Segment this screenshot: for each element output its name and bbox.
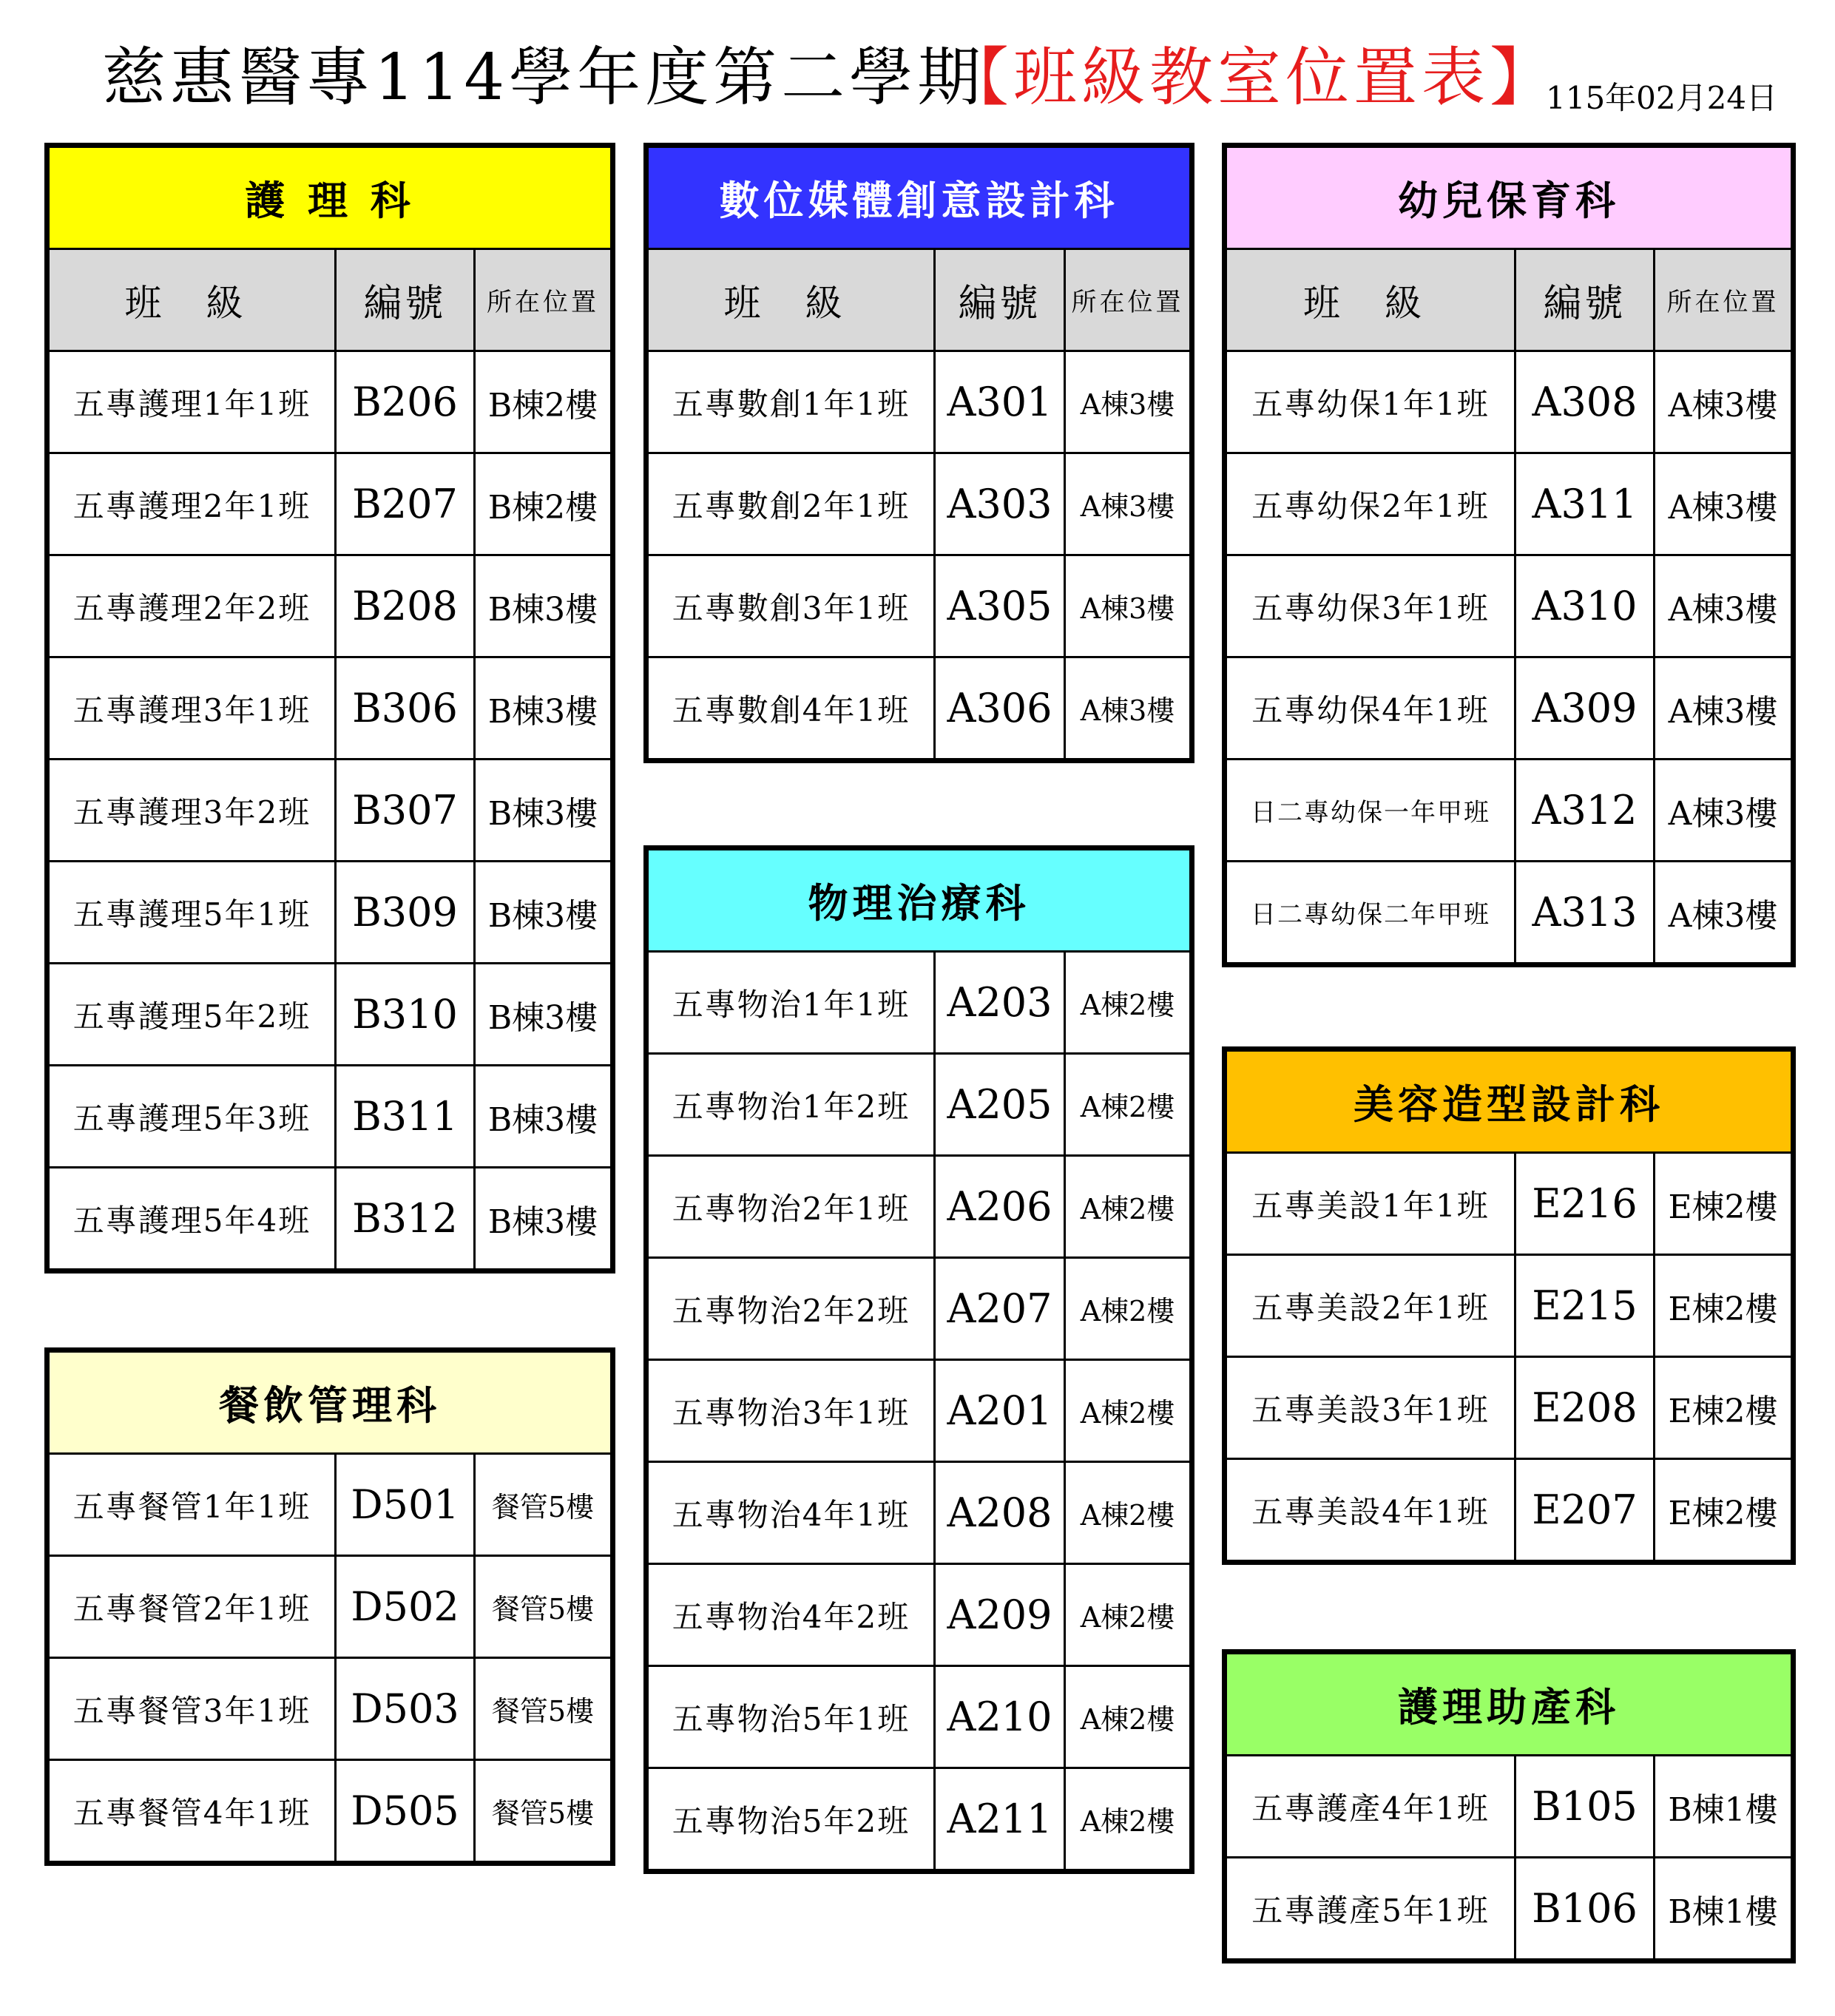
table-row	[47, 1168, 613, 1271]
class-cell: 五專物治3年1班	[646, 1360, 935, 1462]
page-title: 慈惠醫專114學年度第二學期	[102, 41, 986, 115]
class-cell: 五專護理3年2班	[47, 760, 336, 862]
class-cell: 五專數創3年1班	[646, 555, 935, 657]
table-row	[646, 1156, 1192, 1258]
table-row	[646, 1462, 1192, 1564]
code-cell: B206	[336, 351, 475, 453]
location-cell: B棟3樓	[475, 862, 613, 964]
location-cell: B棟1樓	[1655, 1756, 1794, 1858]
class-header: 班 級	[47, 249, 336, 351]
column-header-row	[1225, 249, 1794, 351]
location-cell: A棟3樓	[1655, 453, 1794, 555]
class-cell: 五專物治1年1班	[646, 952, 935, 1054]
location-cell: A棟2樓	[1065, 1156, 1192, 1258]
table-row	[646, 1258, 1192, 1360]
class-cell: 五專護理3年1班	[47, 657, 336, 760]
table-row	[646, 1360, 1192, 1462]
location-cell: A棟3樓	[1655, 351, 1794, 453]
class-cell: 五專物治4年1班	[646, 1462, 935, 1564]
table-row	[646, 1666, 1192, 1768]
class-cell: 五專物治1年2班	[646, 1054, 935, 1156]
class-header: 班 級	[1225, 249, 1515, 351]
code-cell: E216	[1515, 1153, 1655, 1255]
location-cell: B棟3樓	[475, 760, 613, 862]
table-row	[47, 862, 613, 964]
location-cell: A棟3樓	[1065, 555, 1192, 657]
table-row	[1225, 1756, 1794, 1858]
table-row	[1225, 1459, 1794, 1563]
location-cell: A棟2樓	[1065, 1258, 1192, 1360]
code-cell: A207	[935, 1258, 1065, 1360]
dept-title: 幼兒保育科	[1225, 146, 1794, 249]
class-cell: 五專物治2年2班	[646, 1258, 935, 1360]
location-cell: A棟3樓	[1655, 555, 1794, 657]
code-cell: B106	[1515, 1858, 1655, 1961]
class-cell: 五專餐管4年1班	[47, 1760, 336, 1864]
dept-title: 數位媒體創意設計科	[646, 146, 1192, 249]
location-cell: B棟2樓	[475, 351, 613, 453]
location-cell: 餐管5樓	[475, 1658, 613, 1760]
table-row	[646, 351, 1192, 453]
location-cell: A棟2樓	[1065, 952, 1192, 1054]
location-cell: A棟2樓	[1065, 1054, 1192, 1156]
location-cell: B棟3樓	[475, 555, 613, 657]
class-cell: 五專數創4年1班	[646, 657, 935, 761]
code-cell: E208	[1515, 1357, 1655, 1459]
location-cell: A棟3樓	[1065, 657, 1192, 761]
class-cell: 日二專幼保二年甲班	[1225, 862, 1515, 965]
class-header: 班 級	[646, 249, 935, 351]
code-cell: A206	[935, 1156, 1065, 1258]
location-cell: 餐管5樓	[475, 1454, 613, 1556]
table-row	[646, 952, 1192, 1054]
code-cell: B311	[336, 1066, 475, 1168]
class-cell: 五專數創1年1班	[646, 351, 935, 453]
code-cell: A201	[935, 1360, 1065, 1462]
class-cell: 五專護理2年2班	[47, 555, 336, 657]
class-cell: 五專護理5年4班	[47, 1168, 336, 1271]
class-cell: 五專物治4年2班	[646, 1564, 935, 1666]
code-cell: A305	[935, 555, 1065, 657]
location-cell: E棟2樓	[1655, 1357, 1794, 1459]
location-cell: B棟2樓	[475, 453, 613, 555]
digital-media-table	[643, 143, 1194, 763]
table-row	[47, 657, 613, 760]
code-cell: D501	[336, 1454, 475, 1556]
table-row	[1225, 555, 1794, 657]
location-cell: A棟2樓	[1065, 1462, 1192, 1564]
table-row	[1225, 453, 1794, 555]
class-cell: 五專美設4年1班	[1225, 1459, 1515, 1563]
class-cell: 五專護理5年1班	[47, 862, 336, 964]
column-header-row	[646, 249, 1192, 351]
location-cell: A棟2樓	[1065, 1666, 1192, 1768]
class-cell: 五專物治5年2班	[646, 1768, 935, 1872]
location-cell: A棟3樓	[1655, 760, 1794, 862]
code-cell: A306	[935, 657, 1065, 761]
table-row	[47, 1658, 613, 1760]
code-cell: B207	[336, 453, 475, 555]
child-care-table	[1222, 143, 1796, 967]
location-cell: A棟2樓	[1065, 1564, 1192, 1666]
nursing-table	[44, 143, 615, 1273]
code-cell: E207	[1515, 1459, 1655, 1563]
location-cell: E棟2樓	[1655, 1459, 1794, 1563]
location-header: 所在位置	[1655, 249, 1794, 351]
table-row	[646, 657, 1192, 761]
table-row	[47, 555, 613, 657]
location-cell: A棟2樓	[1065, 1360, 1192, 1462]
physical-therapy-table	[643, 845, 1194, 1874]
class-cell: 五專護理5年2班	[47, 964, 336, 1066]
code-cell: A310	[1515, 555, 1655, 657]
code-cell: A312	[1515, 760, 1655, 862]
page-date: 115年02月24日	[1546, 80, 1778, 116]
class-cell: 五專護理5年3班	[47, 1066, 336, 1168]
code-header: 編號	[935, 249, 1065, 351]
code-cell: A211	[935, 1768, 1065, 1872]
code-cell: A309	[1515, 657, 1655, 760]
midwifery-table	[1222, 1649, 1796, 1963]
location-cell: A棟3樓	[1065, 453, 1192, 555]
code-cell: A205	[935, 1054, 1065, 1156]
code-cell: B105	[1515, 1756, 1655, 1858]
class-cell: 五專幼保3年1班	[1225, 555, 1515, 657]
table-row	[646, 453, 1192, 555]
code-cell: A210	[935, 1666, 1065, 1768]
table-row	[646, 1564, 1192, 1666]
code-cell: B309	[336, 862, 475, 964]
code-cell: A303	[935, 453, 1065, 555]
location-cell: A棟2樓	[1065, 1768, 1192, 1872]
dept-title: 餐飲管理科	[47, 1350, 613, 1454]
table-row	[47, 1556, 613, 1658]
column-header-row	[47, 249, 613, 351]
class-cell: 五專護理1年1班	[47, 351, 336, 453]
class-cell: 五專餐管1年1班	[47, 1454, 336, 1556]
table-row	[1225, 1858, 1794, 1961]
table-row	[1225, 657, 1794, 760]
class-cell: 五專美設2年1班	[1225, 1255, 1515, 1357]
location-cell: E棟2樓	[1655, 1153, 1794, 1255]
location-cell: 餐管5樓	[475, 1556, 613, 1658]
class-cell: 五專物治5年1班	[646, 1666, 935, 1768]
code-cell: B208	[336, 555, 475, 657]
class-cell: 五專美設1年1班	[1225, 1153, 1515, 1255]
code-cell: D503	[336, 1658, 475, 1760]
location-cell: A棟3樓	[1655, 862, 1794, 965]
code-cell: A308	[1515, 351, 1655, 453]
table-row	[646, 1768, 1192, 1872]
code-cell: A208	[935, 1462, 1065, 1564]
code-cell: A203	[935, 952, 1065, 1054]
table-row	[1225, 1153, 1794, 1255]
class-cell: 五專美設3年1班	[1225, 1357, 1515, 1459]
dept-title: 物理治療科	[646, 848, 1192, 952]
location-header: 所在位置	[475, 249, 613, 351]
table-row	[47, 760, 613, 862]
class-cell: 五專護產4年1班	[1225, 1756, 1515, 1858]
location-cell: B棟3樓	[475, 964, 613, 1066]
table-row	[1225, 862, 1794, 965]
code-cell: B307	[336, 760, 475, 862]
location-cell: 餐管5樓	[475, 1760, 613, 1864]
location-header: 所在位置	[1065, 249, 1192, 351]
table-row	[1225, 1357, 1794, 1459]
page-header	[0, 0, 1835, 141]
table-row	[646, 1054, 1192, 1156]
beauty-table	[1222, 1046, 1796, 1565]
location-cell: B棟3樓	[475, 1066, 613, 1168]
class-cell: 五專餐管3年1班	[47, 1658, 336, 1760]
code-cell: D502	[336, 1556, 475, 1658]
class-cell: 五專餐管2年1班	[47, 1556, 336, 1658]
code-cell: D505	[336, 1760, 475, 1864]
class-cell: 五專幼保4年1班	[1225, 657, 1515, 760]
location-cell: E棟2樓	[1655, 1255, 1794, 1357]
code-cell: B306	[336, 657, 475, 760]
class-cell: 五專物治2年1班	[646, 1156, 935, 1258]
class-cell: 五專護產5年1班	[1225, 1858, 1515, 1961]
code-header: 編號	[1515, 249, 1655, 351]
table-row	[1225, 760, 1794, 862]
table-row	[47, 1066, 613, 1168]
class-cell: 五專數創2年1班	[646, 453, 935, 555]
code-cell: B312	[336, 1168, 475, 1271]
location-cell: B棟3樓	[475, 657, 613, 760]
table-row	[646, 555, 1192, 657]
location-cell: B棟1樓	[1655, 1858, 1794, 1961]
code-header: 編號	[336, 249, 475, 351]
code-cell: A313	[1515, 862, 1655, 965]
table-row	[1225, 1255, 1794, 1357]
class-cell: 五專護理2年1班	[47, 453, 336, 555]
table-row	[47, 1454, 613, 1556]
code-cell: B310	[336, 964, 475, 1066]
table-row	[47, 1760, 613, 1864]
class-cell: 日二專幼保一年甲班	[1225, 760, 1515, 862]
page-subtitle: 【班級教室位置表】	[945, 41, 1558, 115]
code-cell: E215	[1515, 1255, 1655, 1357]
location-cell: B棟3樓	[475, 1168, 613, 1271]
location-cell: A棟3樓	[1065, 351, 1192, 453]
class-cell: 五專幼保2年1班	[1225, 453, 1515, 555]
code-cell: A209	[935, 1564, 1065, 1666]
food-service-table	[44, 1347, 615, 1866]
dept-title: 護 理 科	[47, 146, 613, 249]
location-cell: A棟3樓	[1655, 657, 1794, 760]
class-cell: 五專幼保1年1班	[1225, 351, 1515, 453]
table-row	[1225, 351, 1794, 453]
table-row	[47, 453, 613, 555]
code-cell: A311	[1515, 453, 1655, 555]
dept-title: 護理助產科	[1225, 1652, 1794, 1756]
table-row	[47, 964, 613, 1066]
dept-title: 美容造型設計科	[1225, 1049, 1794, 1153]
table-row	[47, 351, 613, 453]
code-cell: A301	[935, 351, 1065, 453]
